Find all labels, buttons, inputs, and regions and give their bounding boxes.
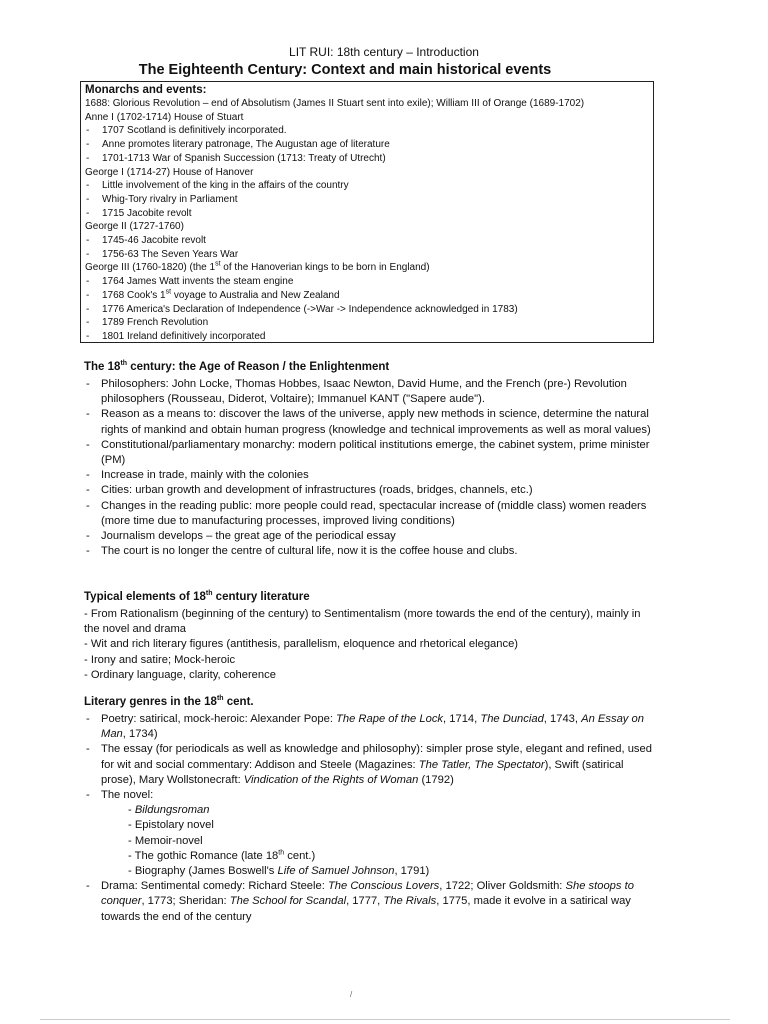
- list-item: - Irony and satire; Mock-heroic: [84, 653, 236, 666]
- event-item: - 1715 Jacobite revolt: [85, 207, 649, 221]
- event-item: - 1801 Ireland definitively incorporated: [85, 330, 649, 344]
- list-item: - The court is no longer the centre of cultural life, now it is the coffee house and clubs.: [84, 544, 654, 559]
- event-item: - 1756-63 The Seven Years War: [85, 248, 649, 262]
- novel-subtypes: [84, 803, 654, 879]
- section-heading: Typical elements of 18th century literature: [84, 590, 310, 603]
- monarch-line: George II (1727-1760): [85, 221, 184, 233]
- section-heading: Literary genres in the 18th cent.: [84, 695, 254, 708]
- course-header: LIT RUI: 18th century – Introduction: [289, 45, 479, 59]
- list-item-essay: - The essay (for periodicals as well as knowledge and philosophy): simpler prose style, elegant and refined, used for wit and social commentary: Addison and Steele (Magazines: The Tatler, The Spectator), Swift (satirical prose), Mary Wollstonecraft: Vindication of the Rights of Woman (1792): [84, 742, 654, 788]
- list-item: - Journalism develops – the great age of the periodical essay: [84, 529, 654, 544]
- monarch-line: Anne I (1702-1714) House of Stuart: [85, 111, 244, 123]
- literary-genres-section: [84, 695, 654, 925]
- event-item: - 1764 James Watt invents the steam engine: [85, 275, 649, 289]
- genres-list: [84, 712, 654, 803]
- list-item: - Philosophers: John Locke, Thomas Hobbes, Isaac Newton, David Hume, and the French (pre-) Revolution philosophers (Rousseau, Diderot, Voltaire); Immanuel KANT ("Sapere aude").: [84, 377, 654, 407]
- list-item: - The gothic Romance (late 18th cent.): [128, 849, 316, 862]
- monarchs-events-box: [80, 81, 654, 343]
- list-item: - Memoir-novel: [128, 834, 203, 847]
- event-item: - 1776 America's Declaration of Independence (->War -> Independence acknowledged in 1783): [85, 303, 649, 317]
- event-item: - Whig-Tory rivalry in Parliament: [85, 193, 649, 207]
- genres-list-drama: [84, 879, 654, 925]
- section-heading: The 18th century: the Age of Reason / the Enlightenment: [84, 360, 390, 373]
- list-item-drama: - Drama: Sentimental comedy: Richard Steele: The Conscious Lovers, 1722; Oliver Goldsmith: She stoops to conquer, 1773; Sheridan: The School for Scandal, 1777, The Rivals, 1775, made it evolve in a satirical way towards the end of the century: [84, 879, 654, 925]
- list-item: - Epistolary novel: [128, 819, 214, 832]
- stray-mark: /: [350, 990, 353, 999]
- event-line: 1688: Glorious Revolution – end of Absolutism (James II Stuart sent into exile); William III of Orange (1689-1702): [85, 98, 585, 109]
- event-item: - 1707 Scotland is definitively incorporated.: [85, 124, 649, 138]
- reason-list: [84, 377, 654, 559]
- event-item: - Little involvement of the king in the affairs of the country: [85, 179, 649, 193]
- typical-elements-section: [84, 590, 654, 683]
- page-title: The Eighteenth Century: Context and main historical events: [138, 62, 552, 78]
- event-item: - 1789 French Revolution: [85, 316, 649, 330]
- list-item: - Reason as a means to: discover the laws of the universe, apply new methods in science, determine the natural rights of mankind and obtain human progress (knowledge and technical improvements as well as moral values): [84, 407, 654, 437]
- list-item: - Increase in trade, mainly with the colonies: [84, 468, 654, 483]
- list-item: - Bildungsroman: [128, 804, 210, 817]
- list-item-poetry: - Poetry: satirical, mock-heroic: Alexander Pope: The Rape of the Lock, 1714, The Dunciad, 1743, An Essay on Man, 1734): [84, 712, 654, 742]
- monarch-line: George I (1714-27) House of Hanover: [85, 166, 254, 178]
- list-item: - Cities: urban growth and development of infrastructures (roads, bridges, channels, etc.): [84, 483, 654, 498]
- list-item-novel: - The novel:: [84, 788, 654, 803]
- typical-lines: [84, 607, 654, 683]
- list-item: - Constitutional/parliamentary monarchy: modern political institutions emerge, the cabinet system, prime minister (PM): [84, 438, 654, 468]
- event-item: - Anne promotes literary patronage, The Augustan age of literature: [85, 138, 649, 152]
- monarch-line: George III (1760-1820) (the 1st of the Hanoverian kings to be born in England): [85, 261, 430, 274]
- box-heading: Monarchs and events:: [85, 84, 207, 96]
- list-item: - Biography (James Boswell's Life of Samuel Johnson, 1791): [128, 865, 430, 878]
- event-item: - 1768 Cook's 1st voyage to Australia and New Zealand: [85, 289, 649, 303]
- event-item: - 1701-1713 War of Spanish Succession (1713: Treaty of Utrecht): [85, 152, 649, 166]
- list-item: - From Rationalism (beginning of the century) to Sentimentalism (more towards the end of the century), mainly in the novel and drama: [84, 608, 641, 636]
- list-item: - Changes in the reading public: more people could read, spectacular increase of (middle class) women readers (more time due to manufacturing processes, improved living conditions): [84, 499, 654, 529]
- event-item: - 1745-46 Jacobite revolt: [85, 234, 649, 248]
- list-item: - Wit and rich literary figures (antithesis, parallelism, eloquence and rhetorical elegance): [84, 638, 519, 651]
- age-of-reason-section: [84, 360, 654, 559]
- page-bottom-line: [40, 1019, 730, 1020]
- list-item: - Ordinary language, clarity, coherence: [84, 668, 276, 681]
